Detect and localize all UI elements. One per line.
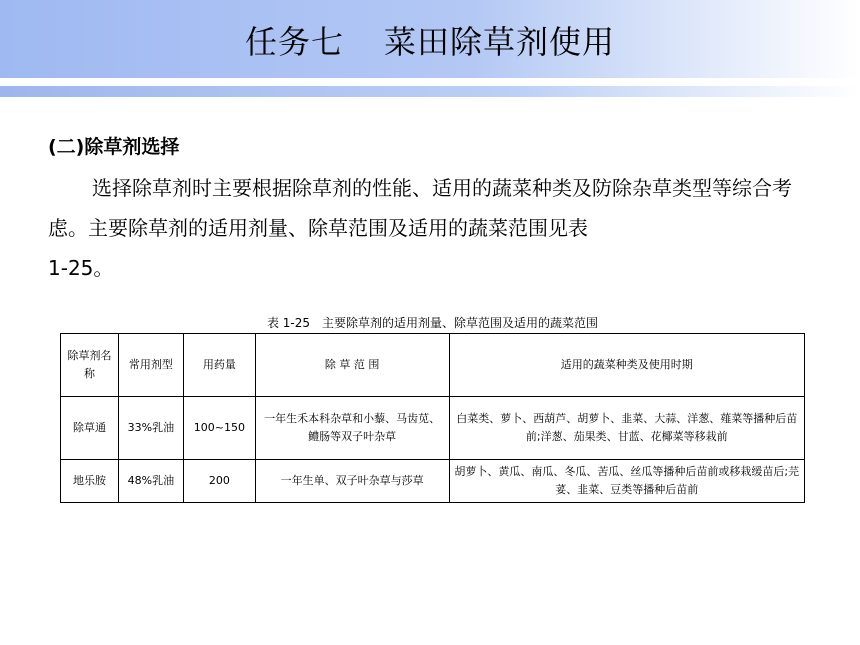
cell-vegetables: 胡萝卜、黄瓜、南瓜、冬瓜、苦瓜、丝瓜等播种后苗前或移栽缓苗后;芫荽、韭菜、豆类等播种后苗前 (449, 460, 804, 503)
paragraph-text: 选择除草剂时主要根据除草剂的性能、适用的蔬菜种类及防除杂草类型等综合考虑。主要除草剂的适用剂量、除草范围及适用的蔬菜范围见表 (48, 176, 792, 240)
title-part2: 菜田除草剂使用 (384, 23, 616, 61)
cell-formulation: 33%乳油 (118, 397, 183, 460)
cell-name: 地乐胺 (61, 460, 119, 503)
col-header-name: 除草剂名称 (61, 334, 119, 397)
col-header-formulation: 常用剂型 (118, 334, 183, 397)
table-row (61, 397, 805, 460)
section-heading: (二)除草剂选择 (48, 136, 180, 158)
cell-vegetables: 白菜类、萝卜、西葫芦、胡萝卜、韭菜、大蒜、洋葱、薤菜等播种后苗前;洋葱、茄果类、甘蓝、花椰菜等移栽前 (449, 397, 804, 460)
cell-weed-range: 一年生禾本科杂草和小藜、马齿苋、鳢肠等双子叶杂草 (255, 397, 449, 460)
col-header-vegetables: 适用的蔬菜种类及使用时期 (449, 334, 804, 397)
table-caption: 表 1-25 主要除草剂的适用剂量、除草范围及适用的蔬菜范围 (266, 316, 599, 330)
table-header-row (61, 334, 805, 397)
cell-name: 除草通 (61, 397, 119, 460)
herbicide-table (60, 333, 805, 503)
title-part1: 任务七 (244, 23, 344, 61)
table-row (61, 460, 805, 503)
col-header-weed-range: 除 草 范 围 (255, 334, 449, 397)
cell-dosage: 200 (183, 460, 255, 503)
cell-dosage: 100~150 (183, 397, 255, 460)
cell-weed-range: 一年生单、双子叶杂草与莎草 (255, 460, 449, 503)
col-header-dosage: 用药量 (183, 334, 255, 397)
cell-formulation: 48%乳油 (118, 460, 183, 503)
slide-title (0, 17, 860, 63)
paragraph-ref: 1-25。 (48, 256, 114, 280)
header-divider (0, 86, 860, 97)
body-paragraph (48, 168, 822, 288)
